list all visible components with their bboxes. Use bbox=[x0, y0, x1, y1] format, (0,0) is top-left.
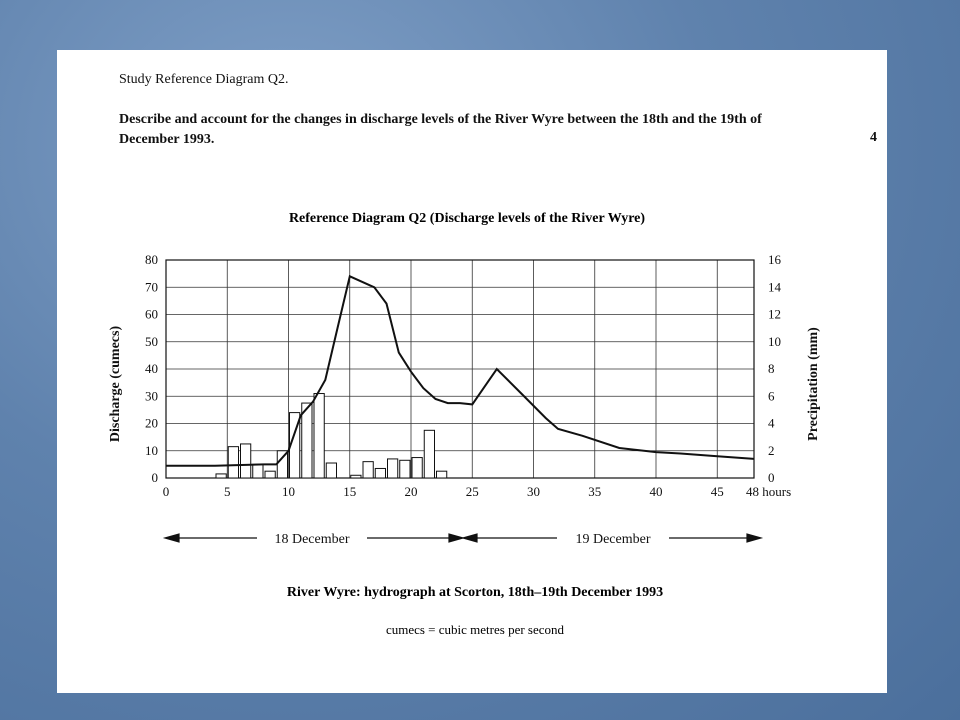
y-left-label: Discharge (cumecs) bbox=[108, 325, 123, 443]
x-tick-label: 45 bbox=[710, 484, 724, 499]
hydrograph-chart bbox=[57, 50, 887, 693]
y-right-tick-label: 2 bbox=[768, 442, 775, 458]
y-right-tick-label: 0 bbox=[768, 470, 775, 485]
y-right-tick-label: 10 bbox=[768, 333, 781, 349]
precipitation-bar bbox=[424, 430, 434, 478]
x-tick-label: 48 hours bbox=[746, 484, 792, 499]
y-right-tick-label: 12 bbox=[768, 306, 781, 322]
y-right-tick-label: 14 bbox=[768, 279, 781, 295]
study-reference: Study Reference Diagram Q2. bbox=[119, 72, 289, 87]
x-tick-label: 0 bbox=[162, 484, 170, 499]
x-tick-label: 10 bbox=[282, 484, 295, 499]
y-left-tick-label: 50 bbox=[145, 333, 158, 349]
paper-sheet bbox=[57, 50, 887, 693]
day2-label: 19 December bbox=[575, 532, 651, 547]
x-tick-label: 25 bbox=[465, 484, 479, 499]
precipitation-bar bbox=[216, 474, 226, 478]
precipitation-bar bbox=[351, 475, 361, 478]
x-tick-label: 35 bbox=[588, 484, 602, 499]
precipitation-bar bbox=[241, 444, 251, 478]
precipitation-bar bbox=[253, 464, 263, 478]
x-tick-label: 5 bbox=[224, 484, 231, 499]
precipitation-bar bbox=[302, 403, 312, 478]
arrow-right-icon bbox=[747, 534, 761, 542]
x-tick-label: 15 bbox=[343, 484, 357, 499]
precipitation-bar bbox=[400, 460, 410, 478]
x-tick-label: 20 bbox=[404, 484, 418, 499]
x-tick-label: 30 bbox=[527, 484, 540, 499]
y-left-tick-label: 80 bbox=[145, 252, 158, 267]
precipitation-bar bbox=[388, 459, 398, 478]
chart-title: Reference Diagram Q2 (Discharge levels of the River Wyre) bbox=[288, 211, 646, 226]
arrow-left-icon bbox=[463, 534, 477, 542]
y-right-tick-label: 16 bbox=[768, 252, 781, 267]
y-right-tick-label: 6 bbox=[768, 388, 775, 404]
y-left-tick-label: 40 bbox=[145, 361, 158, 376]
y-right-label: Precipitation (mm) bbox=[806, 327, 821, 441]
units-note: cumecs = cubic metres per second bbox=[385, 622, 565, 637]
y-left-tick-label: 60 bbox=[145, 306, 158, 322]
precipitation-bar bbox=[326, 463, 336, 478]
timeline bbox=[165, 534, 761, 542]
y-left-tick-label: 0 bbox=[151, 470, 158, 485]
y-right-tick-label: 8 bbox=[768, 361, 775, 376]
day1-label: 18 December bbox=[274, 532, 350, 547]
chart-caption: River Wyre: hydrograph at Scorton, 18th–19th December 1993 bbox=[286, 585, 664, 600]
y-left-tick-label: 70 bbox=[145, 279, 158, 295]
question-text: Describe and account for the changes in discharge levels of the River Wyre between the 18th and the 19th of December 1993. bbox=[119, 112, 762, 147]
precipitation-bar bbox=[375, 468, 385, 478]
grid bbox=[166, 260, 754, 478]
precipitation-bar bbox=[228, 447, 238, 478]
y-right-tick-label: 4 bbox=[768, 415, 775, 431]
discharge-line bbox=[166, 276, 754, 465]
x-tick-label: 40 bbox=[649, 484, 663, 499]
y-left-tick-label: 20 bbox=[145, 415, 158, 431]
precipitation-bar bbox=[265, 471, 275, 478]
discharge-line-group bbox=[166, 276, 754, 465]
y-left-tick-label: 10 bbox=[145, 442, 158, 458]
arrow-left-icon bbox=[165, 534, 179, 542]
marks-label: 4 bbox=[870, 130, 877, 145]
precipitation-bar bbox=[412, 458, 422, 478]
precipitation-bar bbox=[314, 394, 324, 478]
y-left-tick-label: 30 bbox=[145, 388, 158, 404]
precipitation-bar bbox=[363, 462, 373, 478]
precipitation-bar bbox=[437, 471, 447, 478]
